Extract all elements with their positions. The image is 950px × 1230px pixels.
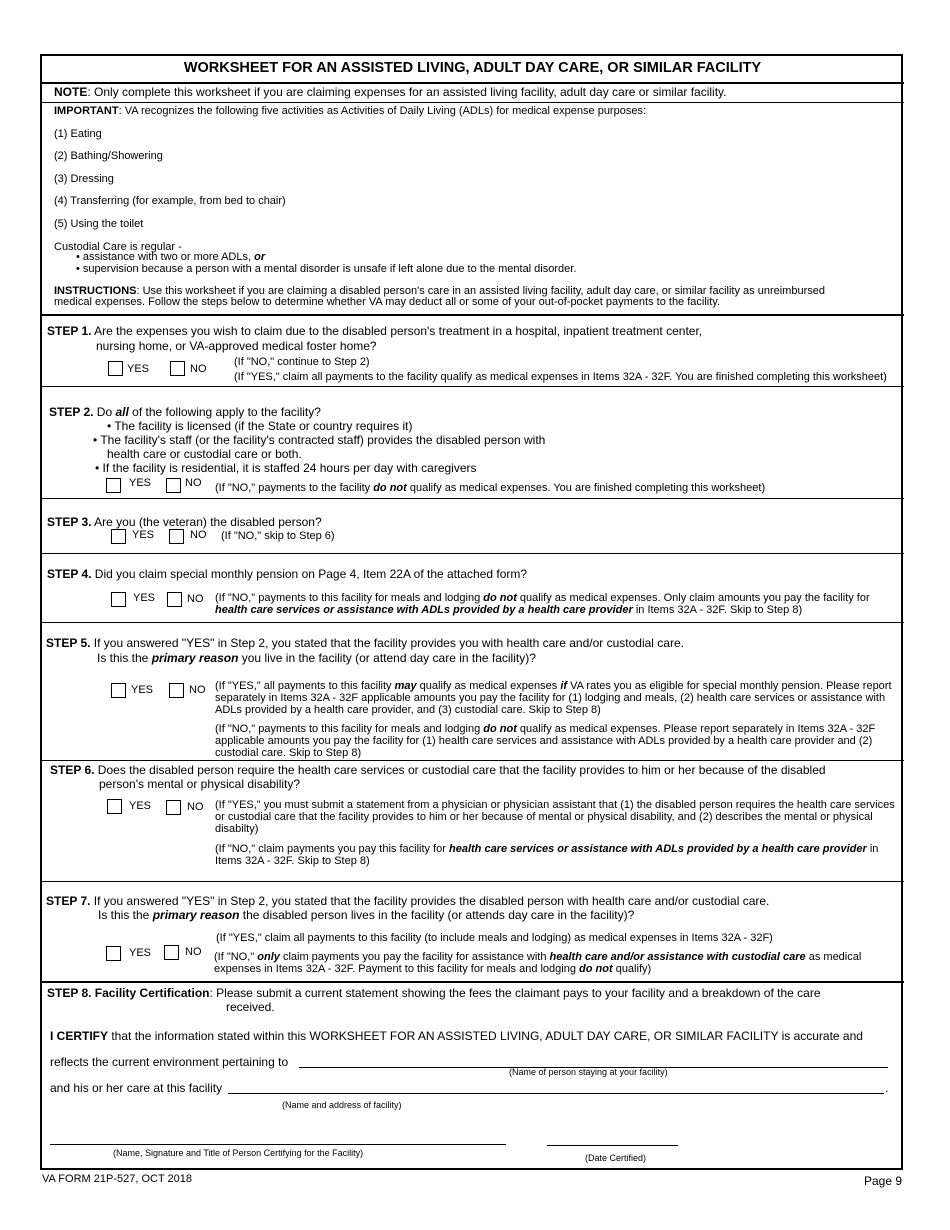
divider (41, 553, 904, 554)
step5-question: Is this the primary reason you live in the facility (or attend day care in the facility)? (97, 651, 536, 665)
step6-if-yes: (If "YES," you must submit a statement from a physician or physician assistant that (1) the disabled person requires the health care services (215, 799, 895, 811)
facility-name-address-field[interactable] (228, 1093, 884, 1094)
form-number: VA FORM 21P-527, OCT 2018 (42, 1173, 192, 1185)
step2-question: STEP 2. Do all of the following apply to the facility? (49, 405, 321, 419)
step8-text: received. (226, 1000, 275, 1014)
adl-item: (3) Dressing (54, 173, 114, 185)
step4-yes-checkbox[interactable] (111, 592, 126, 607)
period: . (885, 1081, 889, 1095)
adl-item: (5) Using the toilet (54, 218, 144, 230)
step5-question: STEP 5. If you answered "YES" in Step 2, you stated that the facility provides you with health care and/or custodial care. (46, 636, 684, 650)
step6-question: person's mental or physical disability? (99, 777, 301, 791)
facility-caption: (Name and address of facility) (282, 1100, 402, 1110)
yes-label: YES (133, 592, 156, 604)
yes-label: YES (131, 684, 154, 696)
step7-if-no: expenses in Items 32A - 32F. Payment to this facility for meals and lodging do not qualify) (214, 963, 652, 975)
step6-if-yes: or custodial care that the facility provides to him or her because of mental or physical disability, and (2) describes the mental or physical (215, 811, 873, 823)
step2-bullet-continued: health care or custodial care or both. (107, 447, 302, 461)
care-label: and his or her care at this facility (50, 1081, 223, 1095)
step3-question: STEP 3. Are you (the veteran) the disabled person? (47, 515, 322, 529)
date-certified-field[interactable] (547, 1145, 678, 1146)
step1-question: STEP 1. Are the expenses you wish to claim due to the disabled person's treatment in a hospital, inpatient treatment center, (47, 324, 703, 338)
yes-label: YES (132, 529, 155, 541)
no-label: NO (187, 593, 204, 605)
no-label: NO (187, 801, 204, 813)
step2-bullet: • If the facility is residential, it is staffed 24 hours per day with caregivers (95, 461, 477, 475)
divider (41, 881, 904, 882)
step3-no-checkbox[interactable] (169, 529, 184, 544)
step5-if-yes: (If "YES," all payments to this facility may qualify as medical expenses if VA rates you as eligible for special monthly pension. Please report (215, 680, 892, 692)
custodial-bullet: • supervision because a person with a mental disorder is unsafe if left alone due to the mental disorder. (76, 263, 577, 275)
signature-caption: (Name, Signature and Title of Person Certifying for the Facility) (113, 1148, 364, 1158)
step7-question: STEP 7. If you answered "YES" in Step 2, you stated that the facility provides the disabled person with health care and/or custodial care. (46, 894, 770, 908)
step4-no-checkbox[interactable] (167, 592, 182, 607)
certify-statement: I CERTIFY that the information stated within this WORKSHEET FOR AN ASSISTED LIVING, ADULT DAY CARE, OR SIMILAR FACILITY is accurate and (50, 1029, 863, 1043)
step7-yes-checkbox[interactable] (106, 946, 121, 961)
step5-no-checkbox[interactable] (169, 683, 184, 698)
yes-label: YES (129, 947, 152, 959)
step5-if-yes: ADLs provided by a health care provider, and (3) custodial care. Skip to Step 8) (215, 704, 601, 716)
step5-yes-checkbox[interactable] (111, 683, 126, 698)
divider (41, 386, 904, 387)
no-label: NO (185, 946, 202, 958)
step8-heading: STEP 8. Facility Certification: Please submit a current statement showing the fees the claimant pays to your facility and a breakdown of the care (47, 986, 821, 1000)
step2-if-no: (If "NO," payments to the facility do not qualify as medical expenses. You are finished completing this worksheet) (215, 482, 766, 494)
divider (41, 760, 904, 761)
step1-no-checkbox[interactable] (170, 361, 185, 376)
page-number: Page 9 (864, 1174, 903, 1188)
custodial-bullet: • assistance with two or more ADLs, or (76, 251, 266, 263)
step6-no-checkbox[interactable] (166, 800, 181, 815)
yes-label: YES (129, 800, 152, 812)
divider (41, 314, 904, 316)
step5-if-yes: separately in Items 32A - 32F applicable amounts you pay the facility for (1) lodging and meals, (2) health care services or assistance with (215, 692, 886, 704)
divider (41, 498, 904, 499)
step5-if-no: applicable amounts you pay the facility for (1) health care services and assistance with ADLs provided by a health care provider and (2) (215, 735, 873, 747)
no-label: NO (189, 684, 206, 696)
custodial-heading: Custodial Care is regular - (54, 241, 182, 253)
divider (41, 622, 904, 623)
divider (41, 981, 904, 983)
instructions-line: INSTRUCTIONS: Use this worksheet if you are claiming a disabled person's care in an assisted living facility, adult day care, or similar facility as unreimbursed (54, 285, 825, 297)
step7-if-no: (If "NO," only claim payments you pay the facility for assistance with health care and/or assistance with custodial care as medical (214, 951, 862, 963)
step3-yes-checkbox[interactable] (111, 529, 126, 544)
step5-if-no: (If "NO," payments to this facility for meals and lodging do not qualify as medical expenses. Please report separately in Items 32A - 32F (215, 723, 876, 735)
step3-if-no: (If "NO," skip to Step 6) (221, 530, 335, 542)
step4-if-no: (If "NO," payments to this facility for meals and lodging do not qualify as medical expenses. Only claim amounts you pay the facility for (215, 592, 870, 604)
adl-item: (2) Bathing/Showering (54, 150, 163, 162)
step6-if-yes: disabilty) (215, 823, 259, 835)
no-label: NO (185, 477, 202, 489)
step1-if-no: (If "NO," continue to Step 2) (234, 356, 370, 368)
divider (41, 82, 904, 84)
step4-if-no: health care services or assistance with ADLs provided by a health care provider in Items 32A - 32F. Skip to Step 8) (215, 604, 803, 616)
adl-item: (1) Eating (54, 128, 102, 140)
step1-question: nursing home, or VA-approved medical foster home? (96, 339, 377, 353)
reflects-label: reflects the current environment pertaining to (50, 1055, 289, 1069)
step1-yes-checkbox[interactable] (108, 361, 123, 376)
step4-question: STEP 4. Did you claim special monthly pension on Page 4, Item 22A of the attached form? (47, 567, 528, 581)
step6-if-no: Items 32A - 32F. Skip to Step 8) (215, 855, 370, 867)
step7-if-yes: (If "YES," claim all payments to this facility (to include meals and lodging) as medical expenses in Items 32A - 32F) (216, 932, 773, 944)
person-name-caption: (Name of person staying at your facility) (509, 1067, 668, 1077)
step6-question: STEP 6. Does the disabled person require the health care services or custodial care that the facility provides to him or her because of the disabled (50, 763, 826, 777)
note-line: NOTE: Only complete this worksheet if you are claiming expenses for an assisted living facility, adult day care or similar facility. (54, 85, 727, 99)
no-label: NO (190, 529, 207, 541)
step1-if-yes: (If "YES," claim all payments to the facility qualify as medical expenses in Items 32A - 32F. You are finished completing this worksheet) (234, 371, 887, 383)
yes-label: YES (129, 477, 152, 489)
step6-if-no: (If "NO," claim payments you pay this facility for health care services or assistance with ADLs provided by a health care provider in (215, 843, 879, 855)
step2-bullet: • The facility's staff (or the facility's contracted staff) provides the disabled person with (93, 433, 546, 447)
date-caption: (Date Certified) (585, 1153, 647, 1163)
step2-no-checkbox[interactable] (166, 478, 181, 493)
step2-bullet: • The facility is licensed (if the State or country requires it) (107, 419, 413, 433)
instructions-line: medical expenses. Follow the steps below to determine whether VA may deduct all or some of your out-of-pocket payments to the facility. (54, 296, 721, 308)
step5-if-no: custodial care. Skip to Step 8) (215, 747, 362, 759)
signature-field[interactable] (50, 1144, 506, 1145)
divider (41, 102, 904, 103)
adl-item: (4) Transferring (for example, from bed to chair) (54, 195, 286, 207)
no-label: NO (190, 363, 207, 375)
step7-no-checkbox[interactable] (164, 945, 179, 960)
yes-label: YES (127, 363, 150, 375)
step7-question: Is this the primary reason the disabled person lives in the facility (or attends day care in the facility)? (98, 908, 635, 922)
step2-yes-checkbox[interactable] (106, 478, 121, 493)
step6-yes-checkbox[interactable] (107, 799, 122, 814)
important-line: IMPORTANT: VA recognizes the following five activities as Activities of Daily Living (ADLs) for medical expense purposes: (54, 105, 647, 117)
worksheet-title: WORKSHEET FOR AN ASSISTED LIVING, ADULT DAY CARE, OR SIMILAR FACILITY (183, 60, 762, 76)
